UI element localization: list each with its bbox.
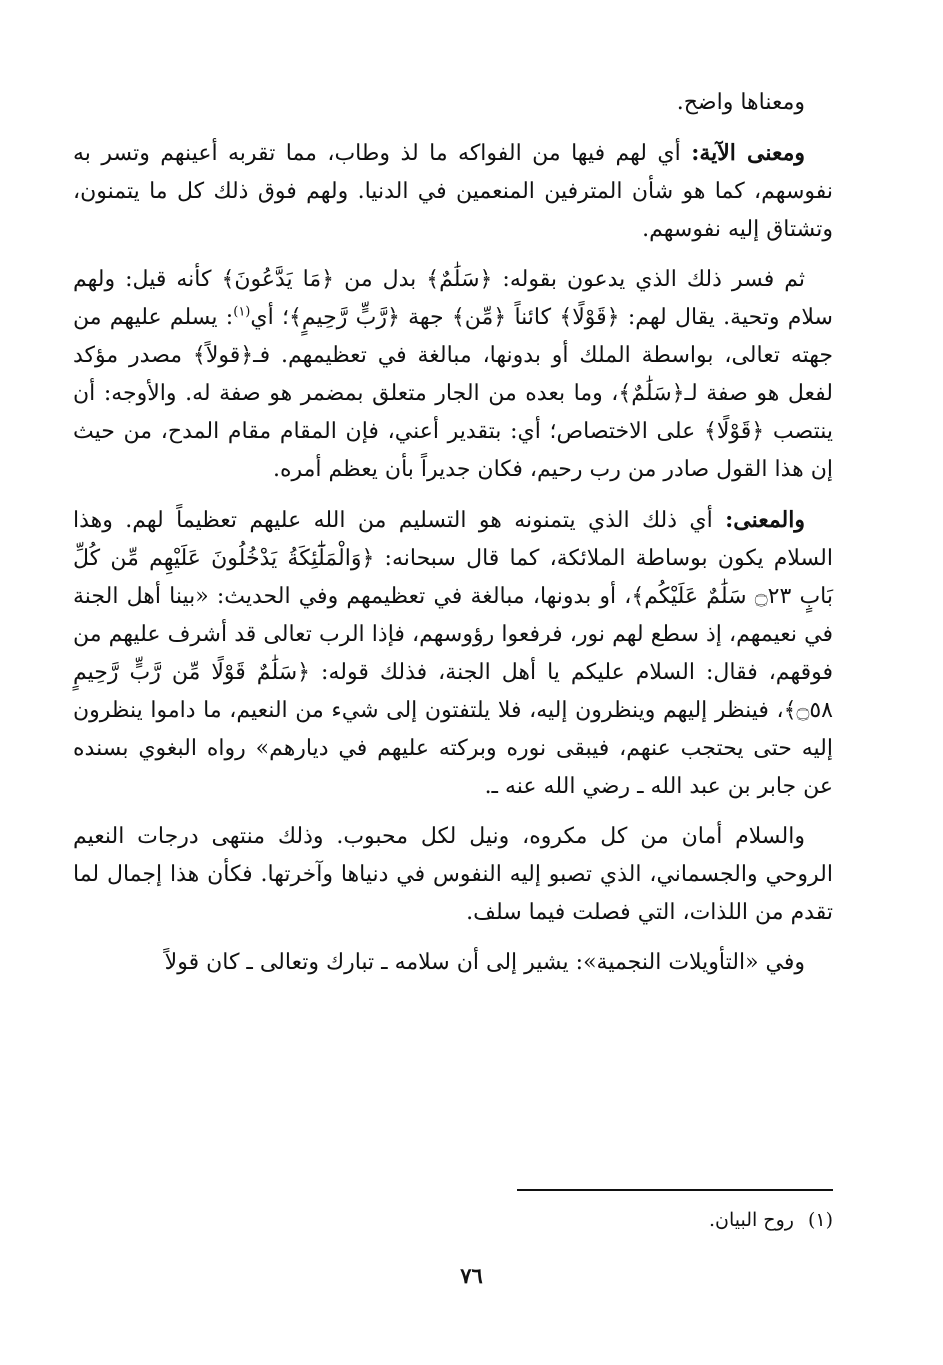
paragraph-3-text-after: : يسلم عليهم من جهته تعالى، بواسطة الملك أو بدونها، مبالغة في تعظيمهم. فـ﴿قولاً﴾ مصدر مؤكد لفعل هو صفة لـ﴿سَلَٰمٌ﴾، وما بعده من الجار متعلق بمضمر هو صفة له. والأوجه: أن ينتصب ﴿قَوْلًا﴾ على الاختصاص؛ أي: بتقدير أعني، فإن المقام مقام المدح، من حيث إن هذا القول صادر من رب رحيم، فكان جديراً بأن يعظم أمره. [73,305,833,482]
paragraph-5-text: والسلام أمان من كل مكروه، ونيل لكل محبوب. وذلك منتهى درجات النعيم الروحي والجسماني، الذي تصبو إليه النفوس في دنياها وآخرتها. فكأن هذا إجمال لما تقدم من اللذات، التي فصلت فيما سلف. [73,824,833,925]
paragraph-3-text-before: ثم فسر ذلك الذي يدعون بقوله: ﴿سَلَٰمٌ﴾ بدل من ﴿مَا يَدَّعُونَ﴾ كأنه قيل: ولهم سلام وتحية. يقال لهم: ﴿قَوْلًا﴾ كائناً ﴿مِّن﴾ جهة ﴿رَّبٍّ رَّحِيمٍ﴾؛ أي [73,267,833,330]
paragraph-4-text: أي ذلك الذي يتمنونه هو التسليم من الله عليهم تعظيماً لهم. وهذا السلام يكون بوساطة الملائكة، كما قال سبحانه: ﴿وَالْمَلَٰٓئِكَةُ يَدْخُلُونَ عَلَيْهِم مِّن كُلِّ بَابٍ ۝٢٣ سَلَٰمٌ عَلَيْكُم﴾، أو بدونها، مبالغة في تعظيمهم وفي الحديث: «بينا أهل الجنة في نعيمهم، إذ سطع لهم نور، فرفعوا رؤوسهم، فإذا الرب تعالى قد أشرف عليهم من فوقهم، فقال: السلام عليكم يا أهل الجنة، فذلك قوله: ﴿سَلَٰمٌ قَوْلًا مِّن رَّبٍّ رَّحِيمٍ ۝٥٨﴾، فينظر إليهم وينظرون إليه، فلا يلتفتون إلى شيء من النعيم، ما داموا ينظرون إليه حتى يحتجب عنهم، فيبقى نوره وبركته عليهم في ديارهم» رواه البغوي بسنده عن جابر بن عبد الله ـ رضي الله عنه ـ. [73,508,833,799]
page-number: ٧٦ [460,1263,483,1288]
footnote-text: روح البيان. [708,1209,794,1231]
paragraph-1-text: ومعناها واضح. [676,90,805,115]
paragraph-2 [73,134,833,249]
paragraph-6-text: وفي «التأويلات النجمية»: يشير إلى أن سلامه ـ تبارك وتعالى ـ كان قولاً [164,950,805,975]
paragraph-2-text: أي لهم فيها من الفواكه ما لذ وطاب، مما تقربه أعينهم وتسر به نفوسهم، كما هو شأن المترفين المنعمين في الدنيا. ولهم فوق ذلك كل ما يتمنون، وتشتاق إليه نفوسهم. [73,141,833,242]
paragraph-5 [73,818,833,932]
paragraph-4-lead: والمعنى: [725,507,805,533]
paragraph-2-lead: ومعنى الآية: [691,140,805,166]
paragraph-3 [73,261,833,489]
footnote [433,1205,833,1235]
footnote-divider [517,1189,833,1191]
footnote-reference: (١) [233,304,251,320]
paragraph-1 [73,84,833,122]
paragraph-6 [73,944,833,982]
footnote-number: (١) [807,1209,833,1231]
paragraph-4 [73,501,833,806]
main-text [73,84,833,982]
